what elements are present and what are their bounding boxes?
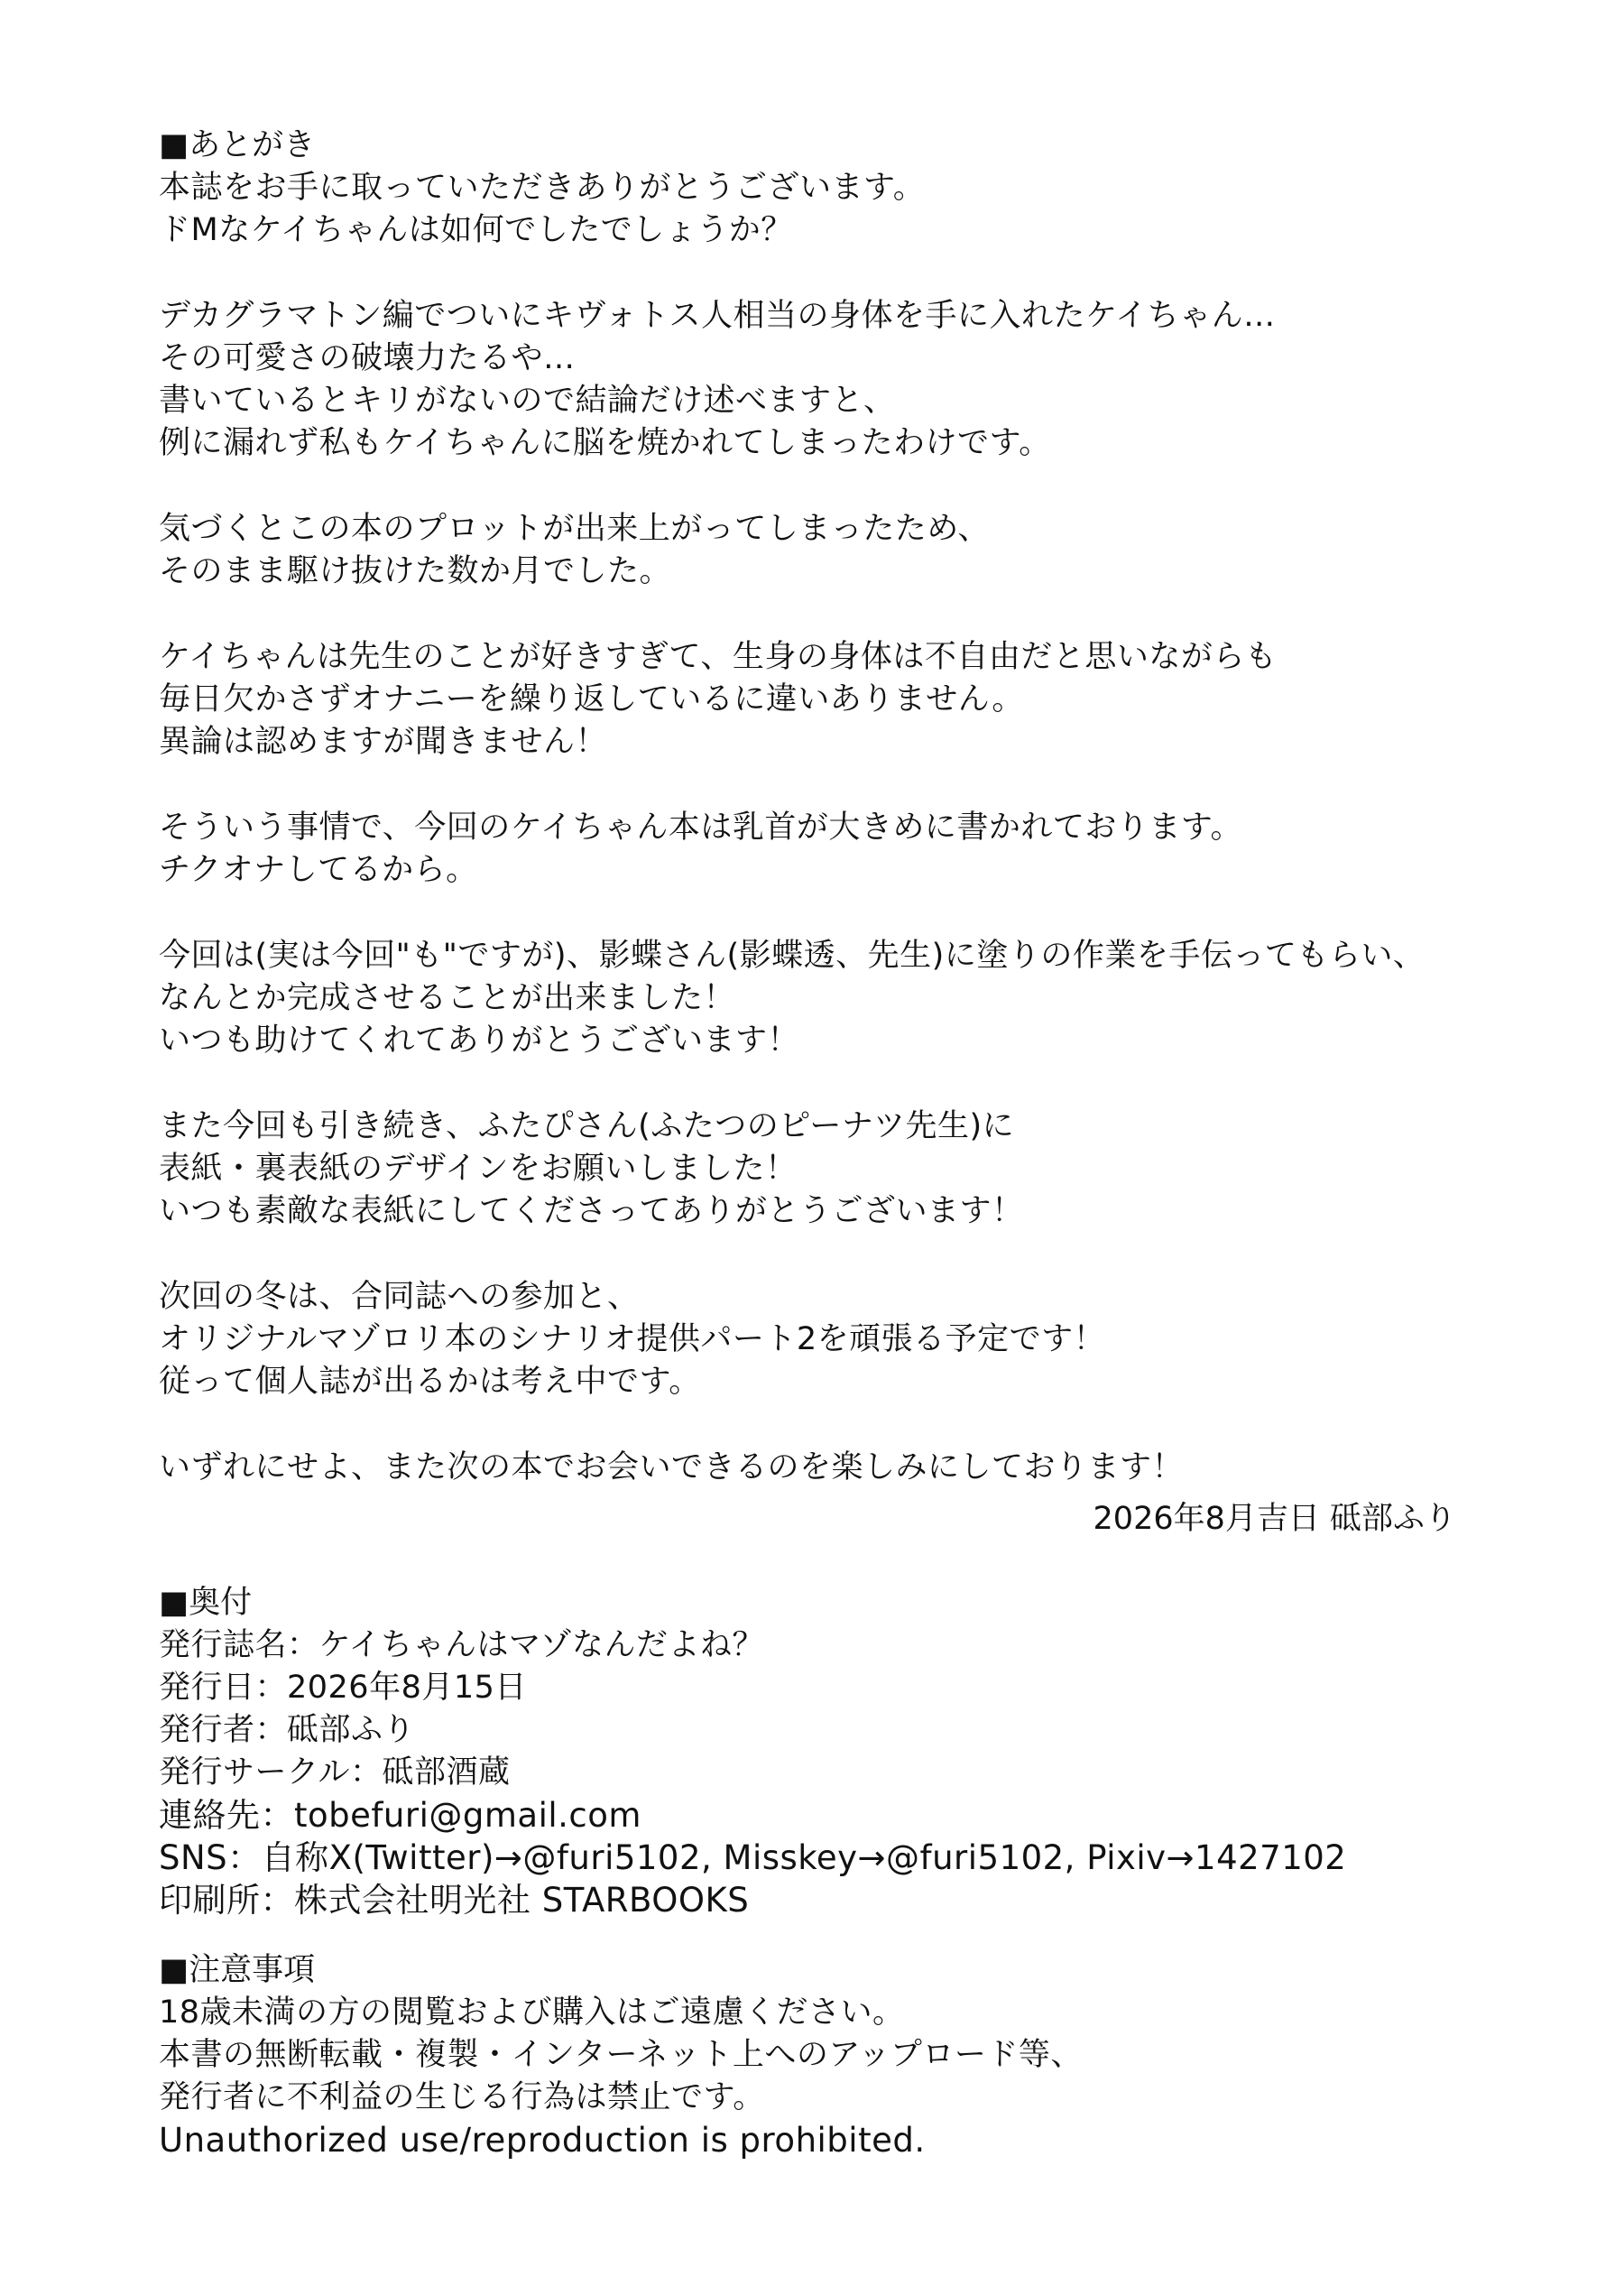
- text-line: 気づくとこの本のプロットが出来上がってしまったため、: [159, 511, 990, 547]
- afterword-paragraph: [159, 1106, 1489, 1233]
- text-line: 次回の冬は、合同誌への参加と、: [159, 1279, 640, 1315]
- afterword-paragraph: [159, 295, 1489, 465]
- afterword-paragraph: [159, 636, 1489, 763]
- text-line: また今回も引き続き、ふたぴさん(ふたつのピーナツ先生)に: [159, 1108, 1015, 1144]
- text-line: 書いているとキリがないので結論だけ述べますと、: [159, 383, 896, 419]
- afterword-section: [159, 125, 1489, 1489]
- text-line: 表紙・裏表紙のデザインをお願いしました！: [159, 1151, 798, 1187]
- text-line: 従って個人誌が出るかは考え中です。: [159, 1364, 701, 1400]
- afterword-paragraph: [159, 508, 1489, 593]
- colophon-contact-line: 連絡先：tobefuri@gmail.com: [159, 1796, 641, 1835]
- signature-date: 2026年8月吉日 砥部ふり: [1093, 1501, 1456, 1537]
- notice-line: 本書の無断転載・複製・インターネット上へのアップロード等、: [159, 2037, 1083, 2073]
- colophon-sns-line: SNS：自称X(Twitter)→@furi5102, Misskey→@furi5102, Pixiv→1427102: [159, 1838, 1347, 1877]
- colophon-title-line: 発行誌名：ケイちゃんはマゾなんだよね？: [159, 1627, 765, 1663]
- colophon-publisher-line: 発行者：砥部ふり: [159, 1712, 416, 1748]
- text-line: いつも素敵な表紙にしてくださってありがとうございます！: [159, 1193, 1024, 1229]
- colophon-heading: ■奥付: [159, 1585, 253, 1621]
- notice-line: 18歳未満の方の閲覧および購入はご遠慮ください。: [159, 1994, 905, 2031]
- text-line: オリジナルマゾロリ本のシナリオ提供パート2を頑張る予定です！: [159, 1321, 1106, 1357]
- afterword-paragraph: [159, 1276, 1489, 1403]
- afterword-paragraph: [159, 807, 1489, 892]
- afterword-paragraph: [159, 935, 1489, 1062]
- colophon-printer-line: 印刷所：株式会社明光社 STARBOOKS: [159, 1881, 750, 1920]
- notice-section: [159, 1949, 1489, 2161]
- text-line: いつも助けてくれてありがとうございます！: [159, 1023, 800, 1059]
- text-line: その可愛さの破壊力たるや…: [159, 340, 576, 376]
- text-line: ケイちゃんは先生のことが好きすぎて、生身の身体は不自由だと思いながらも: [159, 639, 1278, 675]
- colophon-section: [159, 1582, 1489, 1921]
- text-line: ドMなケイちゃんは如何でしたでしょうか？: [159, 212, 793, 248]
- notice-heading: ■注意事項: [159, 1952, 316, 1988]
- text-line: チクオナしてるから。: [159, 852, 478, 888]
- notice-english-line: Unauthorized use/reproduction is prohibited.: [159, 2121, 926, 2160]
- colophon-circle-line: 発行サークル：砥部酒蔵: [159, 1754, 511, 1791]
- afterword-paragraph: [159, 1447, 1489, 1489]
- text-line: そのまま駆け抜けた数か月でした。: [159, 553, 672, 589]
- text-line: デカグラマトン編でついにキヴォトス人相当の身体を手に入れたケイちゃん…: [159, 298, 1276, 334]
- text-line: いずれにせよ、また次の本でお会いできるのを楽しみにしております！: [159, 1449, 1185, 1485]
- colophon-date-line: 発行日：2026年8月15日: [159, 1670, 527, 1706]
- text-line: 例に漏れず私もケイちゃんに脳を焼かれてしまったわけです。: [159, 425, 1051, 461]
- text-line: 今回は(実は今回"も"ですが)、影蝶さん(影蝶透、先生)に塗りの作業を手伝ってもらい、: [159, 938, 1426, 974]
- text-line: そういう事情で、今回のケイちゃん本は乳首が大きめに書かれております。: [159, 810, 1243, 846]
- text-line: 毎日欠かさずオナニーを繰り返しているに違いありません。: [159, 681, 1024, 717]
- text-line: なんとか完成させることが出来ました！: [159, 980, 736, 1016]
- text-line: 異論は認めますが聞きません！: [159, 724, 608, 760]
- text-line: 本誌をお手に取っていただきありがとうございます。: [159, 170, 926, 206]
- afterword-heading: ■あとがき: [159, 127, 316, 163]
- notice-line: 発行者に不利益の生じる行為は禁止です。: [159, 2079, 765, 2115]
- afterword-paragraph: [159, 167, 1489, 252]
